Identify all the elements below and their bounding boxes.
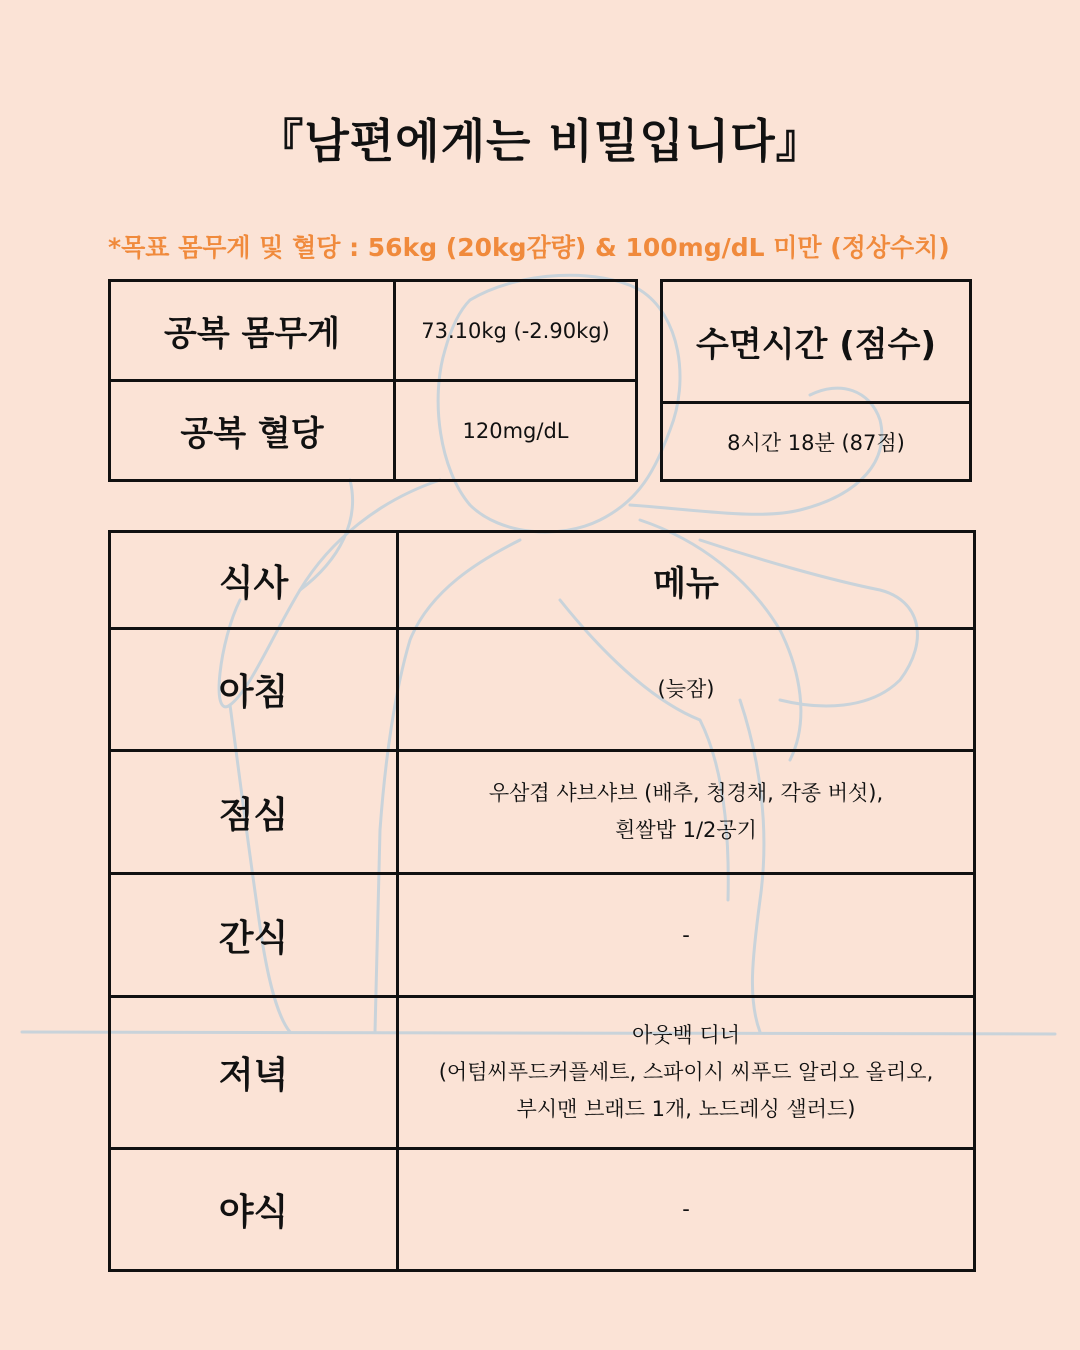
table-row [110, 281, 637, 381]
table-row [110, 1149, 975, 1271]
menu-line: (늦잠) [657, 677, 715, 701]
meal-name-dinner: 저녁 [110, 997, 398, 1149]
meal-name-late-snack: 야식 [110, 1149, 398, 1271]
menu-column-header: 메뉴 [398, 532, 975, 629]
menu-line: 부시맨 브래드 1개, 노드레싱 샐러드) [516, 1097, 856, 1121]
table-row [110, 997, 975, 1149]
menu-late-snack [398, 1149, 975, 1271]
menu-dinner [398, 997, 975, 1149]
table-row [110, 874, 975, 997]
goal-text: *목표 몸무게 및 혈당 : 56kg (20kg감량) & 100mg/dL 미만 (정상수치) [108, 233, 950, 262]
table-row [662, 281, 971, 403]
table-row [110, 381, 637, 481]
table-header-row [110, 532, 975, 629]
menu-line: 흰쌀밥 1/2공기 [615, 818, 757, 842]
menu-breakfast [398, 629, 975, 751]
menu-line: (어텀씨푸드커플세트, 스파이시 씨푸드 알리오 올리오, [438, 1060, 934, 1084]
sleep-label: 수면시간 (점수) [662, 281, 971, 403]
meal-name-breakfast: 아침 [110, 629, 398, 751]
meal-column-header: 식사 [110, 532, 398, 629]
menu-lunch [398, 751, 975, 874]
menu-line: 우삼겹 샤브샤브 (배추, 청경채, 각종 버섯), [488, 781, 884, 805]
menu-line: - [682, 1197, 690, 1221]
table-row [662, 403, 971, 481]
meal-name-lunch: 점심 [110, 751, 398, 874]
weight-label: 공복 몸무게 [110, 281, 395, 381]
stats-table [108, 279, 638, 482]
meals-table [108, 530, 976, 1272]
blood-sugar-value: 120mg/dL [395, 381, 637, 481]
meal-name-snack: 간식 [110, 874, 398, 997]
menu-line: 아웃백 디너 [631, 1023, 741, 1047]
page-title: 『남편에게는 비밀입니다』 [257, 114, 823, 168]
table-row [110, 751, 975, 874]
blood-sugar-label: 공복 혈당 [110, 381, 395, 481]
table-row [110, 629, 975, 751]
menu-snack [398, 874, 975, 997]
sleep-table [660, 279, 972, 482]
menu-line: - [682, 922, 690, 947]
sleep-value: 8시간 18분 (87점) [662, 403, 971, 481]
weight-value: 73.10kg (-2.90kg) [395, 281, 637, 381]
